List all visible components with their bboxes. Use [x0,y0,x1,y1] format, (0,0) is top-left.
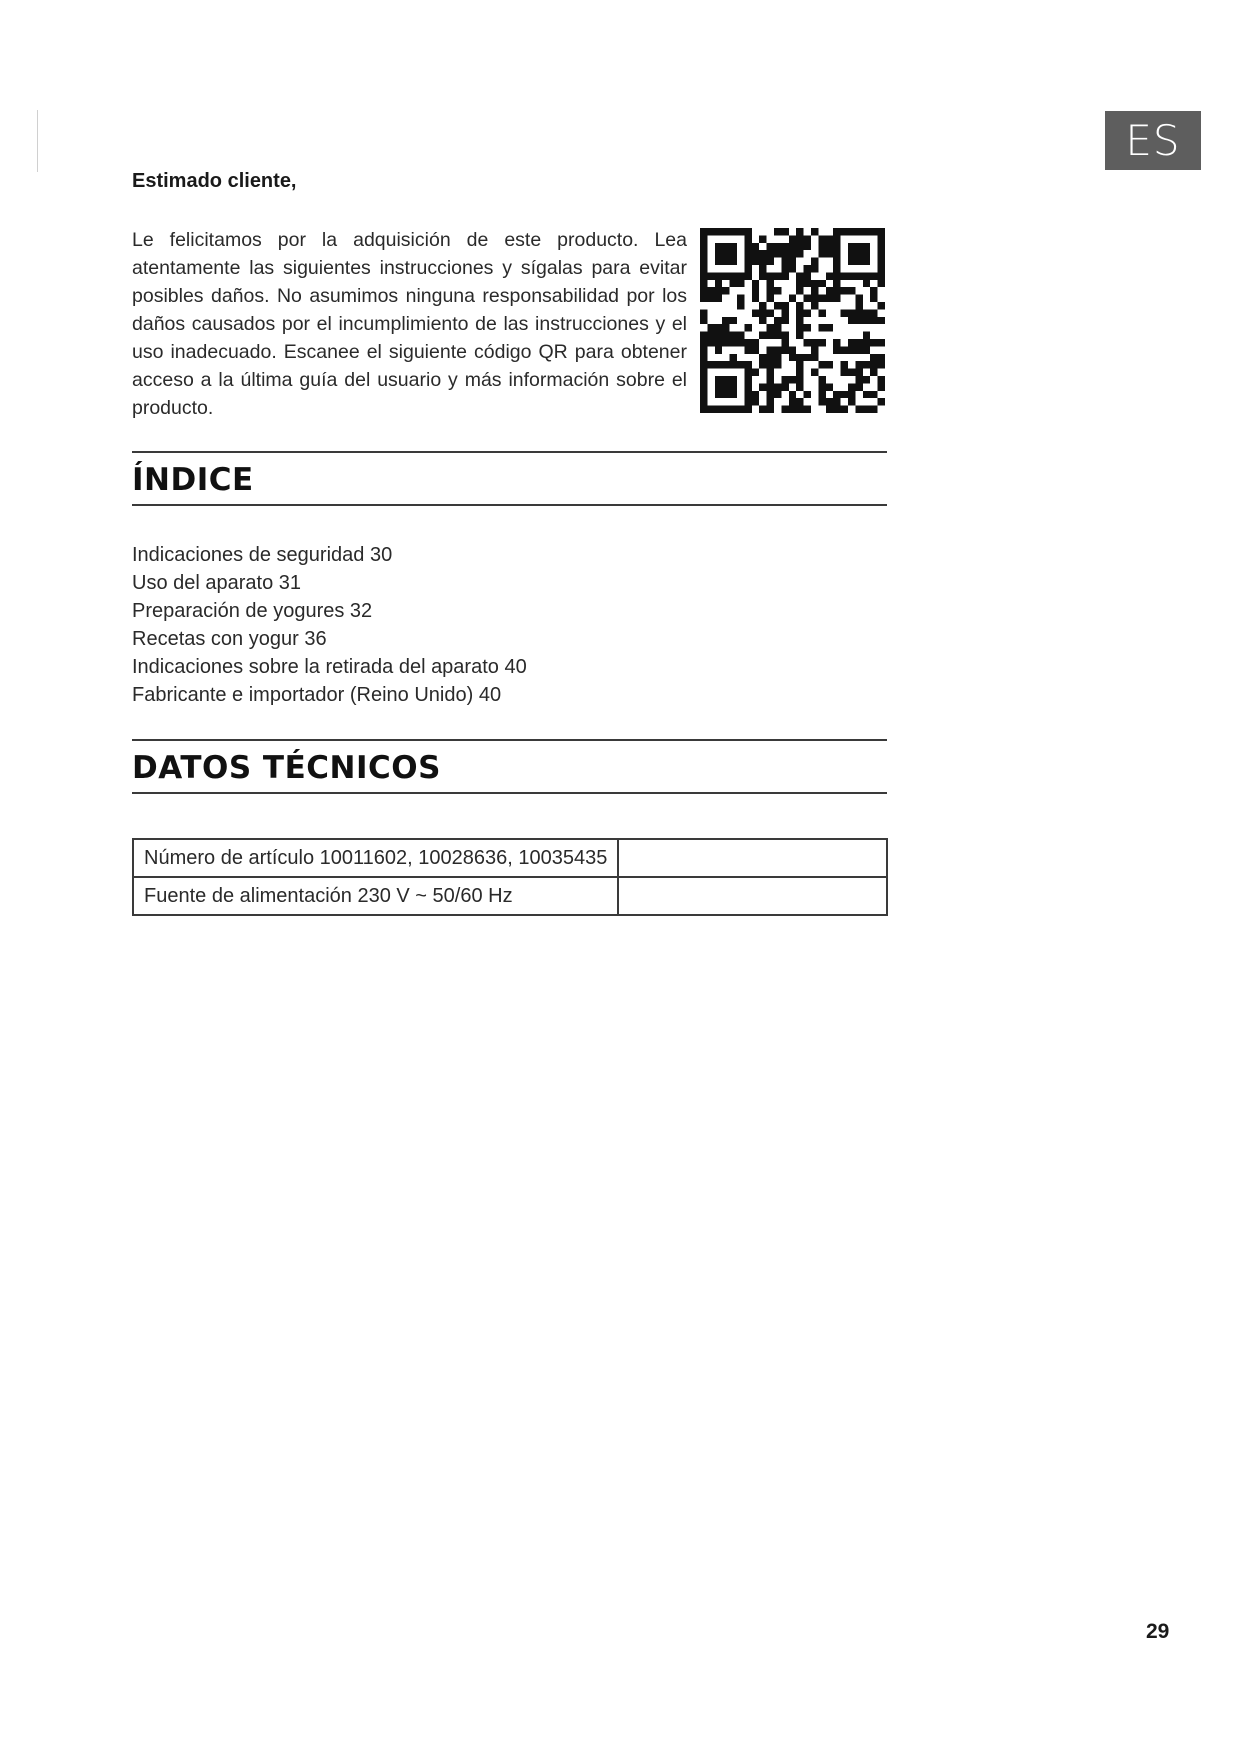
table-row [133,839,887,877]
table-of-contents [132,541,527,709]
table-cell [618,839,887,877]
intro-line: uso inadecuado. Escanee el siguiente código QR para obtener [132,341,687,363]
index-bottom-rule [132,504,887,506]
intro-line: acceso a la última guía del usuario y más información sobre el [132,369,687,391]
intro-paragraph [132,226,687,422]
toc-item: Indicaciones sobre la retirada del aparato 40 [132,656,527,678]
toc-item: Fabricante e importador (Reino Unido) 40 [132,684,502,706]
toc-item: Preparación de yogures 32 [132,600,373,622]
tech-specs-table [132,838,888,916]
intro-line: daños causados por el incumplimiento de las instrucciones y el [132,313,687,335]
greeting: Estimado cliente, [132,170,297,192]
toc-item: Recetas con yogur 36 [132,628,327,650]
page-number: 29 [1146,1620,1170,1643]
intro-line: posibles daños. No asumimos ninguna responsabilidad por los [132,285,687,307]
tech-top-rule [132,739,887,741]
intro-line: producto. [132,397,214,419]
table-cell [618,877,887,915]
spec-power-supply: Fuente de alimentación 230 V ~ 50/60 Hz [144,884,513,907]
margin-line [37,110,38,172]
table-cell [133,839,618,877]
toc-item: Indicaciones de seguridad 30 [132,544,393,566]
tech-title: DATOS TÉCNICOS [132,750,441,786]
toc-item: Uso del aparato 31 [132,572,302,594]
qr-code-icon [700,228,885,413]
language-tab: ES [1105,111,1201,170]
spec-article-number: Número de artículo 10011602, 10028636, 10035435 [144,846,608,869]
table-row [133,877,887,915]
index-title: ÍNDICE [132,462,254,498]
intro-line: atentamente las siguientes instrucciones y sígalas para evitar [132,257,687,279]
index-top-rule [132,451,887,453]
intro-line: Le felicitamos por la adquisición de este producto. Lea [132,229,687,251]
table-cell [133,877,618,915]
tech-bottom-rule [132,792,887,794]
